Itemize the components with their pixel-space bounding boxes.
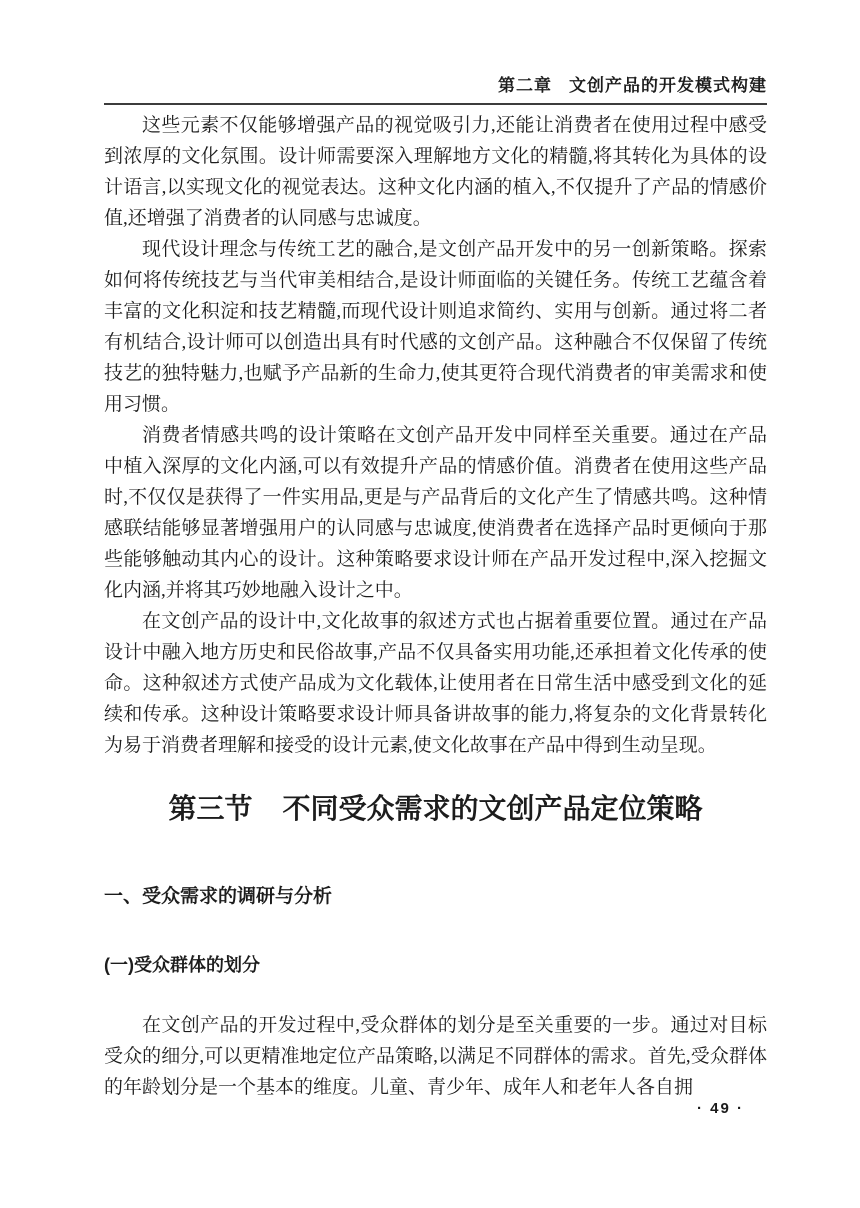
header-rule	[104, 103, 767, 105]
subsection-heading: 一、受众需求的调研与分析	[104, 886, 333, 907]
running-header-title: 文创产品的开发模式构建	[569, 76, 767, 95]
page-body	[104, 110, 767, 1103]
section-heading	[104, 791, 767, 827]
running-header	[104, 71, 767, 96]
body-paragraph: 在文创产品的开发过程中,受众群体的划分是至关重要的一步。通过对目标受众的细分,可以更精准地定位产品策略,以满足不同群体的需求。首先,受众群体的年龄划分是一个基本的维度。儿童、青少年、成年人和老年人各自拥	[104, 1015, 767, 1098]
body-paragraph: 现代设计理念与传统工艺的融合,是文创产品开发中的另一创新策略。探索如何将传统技艺与当代审美相结合,是设计师面临的关键任务。传统工艺蕴含着丰富的文化积淀和技艺精髓,而现代设计则追求简约、实用与创新。通过将二者有机结合,设计师可以创造出具有时代感的文创产品。这种融合不仅保留了传统技艺的独特魅力,也赋予产品新的生命力,使其更符合现代消费者的审美需求和使用习惯。	[104, 239, 767, 415]
running-header-chapter: 第二章	[498, 76, 552, 95]
body-paragraph: 在文创产品的设计中,文化故事的叙述方式也占据着重要位置。通过在产品设计中融入地方历史和民俗故事,产品不仅具备实用功能,还承担着文化传承的使命。这种叙述方式使产品成为文化载体,让使用者在日常生活中感受到文化的延续和传承。这种设计策略要求设计师具备讲故事的能力,将复杂的文化背景转化为易于消费者理解和接受的设计元素,使文化故事在产品中得到生动呈现。	[104, 611, 767, 756]
body-paragraph: 这些元素不仅能够增强产品的视觉吸引力,还能让消费者在使用过程中感受到浓厚的文化氛围。设计师需要深入理解地方文化的精髓,将其转化为具体的设计语言,以实现文化的视觉表达。这种文化内涵的植入,不仅提升了产品的情感价值,还增强了消费者的认同感与忠诚度。	[104, 115, 767, 229]
body-paragraph: 消费者情感共鸣的设计策略在文创产品开发中同样至关重要。通过在产品中植入深厚的文化内涵,可以有效提升产品的情感价值。消费者在使用这些产品时,不仅仅是获得了一件实用品,更是与产品背后的文化产生了情感共鸣。这种情感联结能够显著增强用户的认同感与忠诚度,使消费者在选择产品时更倾向于那些能够触动其内心的设计。这种策略要求设计师在产品开发过程中,深入挖掘文化内涵,并将其巧妙地融入设计之中。	[104, 425, 767, 601]
page-number: · 49 ·	[696, 1100, 744, 1117]
section-title: 不同受众需求的文创产品定位策略	[282, 793, 703, 824]
section-number: 第三节	[168, 793, 253, 824]
subsubsection-heading: (一)受众群体的划分	[104, 955, 260, 975]
